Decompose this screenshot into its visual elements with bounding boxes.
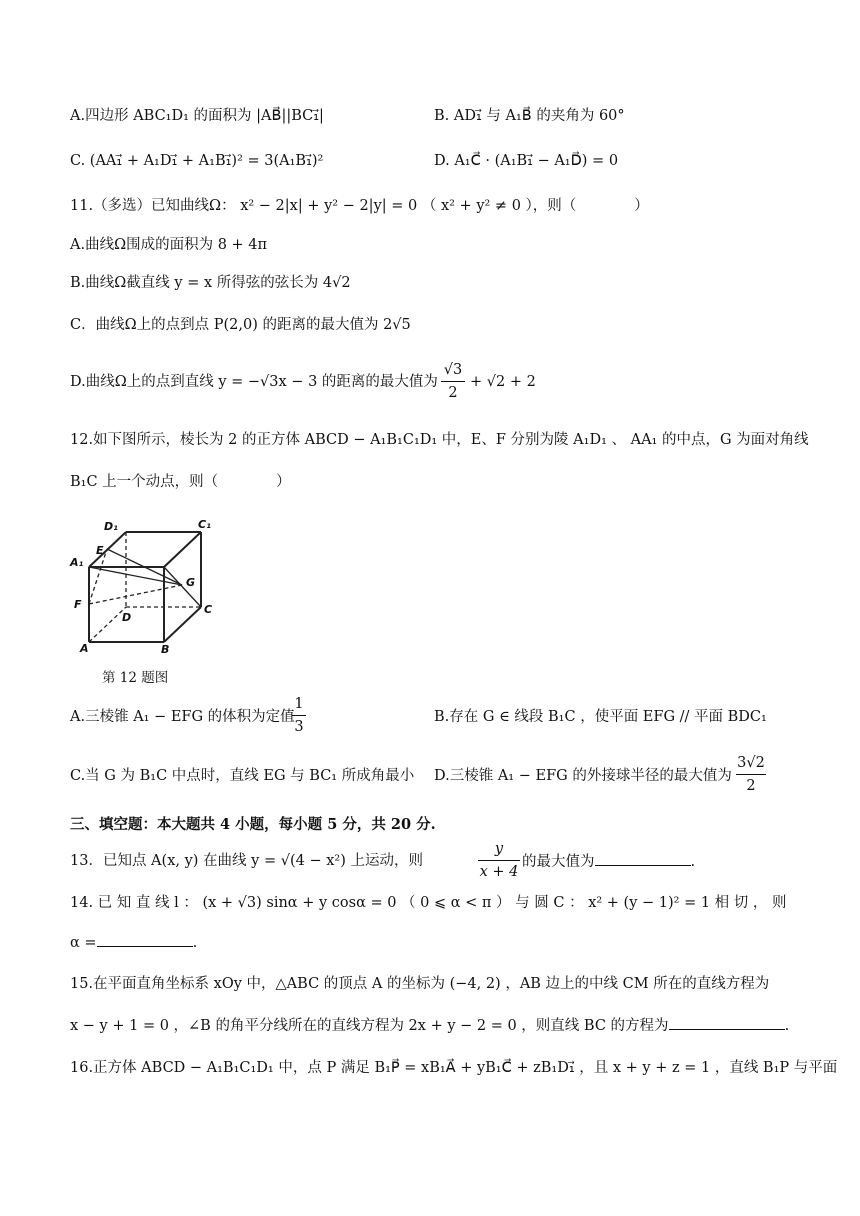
label-e: E xyxy=(96,544,104,557)
q11-option-d xyxy=(70,372,438,392)
label-f: F xyxy=(74,598,82,611)
q10-option-a: A.四边形 ABC₁D₁ 的面积为 |AB⃗||BC₁⃗| xyxy=(70,108,324,124)
q14-stem-line1: 14. 已 知 直 线 l ： (x + √3) sinα + y cosα = 0 （ 0 ⩽ α < π ） 与 圆 C ： x² + (y − 1)² = 1 相 切 ， 则 xyxy=(70,895,787,911)
q12-stem-line2: B₁C 上一个动点，则（ ） xyxy=(70,474,291,490)
q14-answer-blank[interactable] xyxy=(97,932,193,947)
q16-stem: 16.正方体 ABCD − A₁B₁C₁D₁ 中，点 P 满足 B₁P⃗ = xB₁A⃗ + yB₁C⃗ + zB₁D₁⃗ ，且 x + y + z = 1 ，直线 B₁P 与平面 xyxy=(70,1060,838,1076)
q11d-fraction-bar xyxy=(441,381,465,382)
q13-fraction-num: y xyxy=(494,841,504,857)
label-g: G xyxy=(186,576,196,589)
q11-stem: 11.（多选）已知曲线Ω： x² − 2|x| + y² − 2|y| = 0 （ x² + y² ≠ 0 ），则（ ） xyxy=(70,198,649,214)
q14-alpha: α = xyxy=(70,935,97,951)
q11-option-b: B.曲线Ω截直线 y = x 所得弦的弦长为 4√2 xyxy=(70,275,351,291)
q10-option-c: C. (AA₁⃗ + A₁D₁⃗ + A₁B₁⃗)² = 3(A₁B₁⃗)² xyxy=(70,153,324,169)
q12-option-a: A.三棱锥 A₁ − EFG 的体积为定值 xyxy=(70,709,295,725)
q13-answer-blank[interactable] xyxy=(595,851,691,866)
label-d: D xyxy=(122,611,132,624)
label-a1: A₁ xyxy=(70,556,84,569)
q12d-fraction-den: 2 xyxy=(746,778,756,794)
q12a-fraction-bar xyxy=(292,715,306,716)
q11d-text: D.曲线Ω上的点到直线 y = −√3x − 3 的距离的最大值为 xyxy=(70,374,438,390)
section-3-heading: 三、填空题：本大题共 4 小题，每小题 5 分，共 20 分. xyxy=(70,816,436,833)
q13-stem-post: 的最大值为 . xyxy=(522,851,695,872)
q10-option-b: B. AD₁⃗ 与 A₁B⃗ 的夹角为 60° xyxy=(434,108,625,124)
q12-option-b: B.存在 G ∈ 线段 B₁C ，使平面 EFG // 平面 BDC₁ xyxy=(434,709,767,725)
q12a-fraction-num: 1 xyxy=(294,696,304,712)
label-c1: C₁ xyxy=(198,518,211,531)
q11-option-a: A.曲线Ω围成的面积为 8 + 4π xyxy=(70,237,268,253)
label-d1: D₁ xyxy=(104,520,118,533)
q12a-fraction-den: 3 xyxy=(294,719,304,735)
q11d-fraction-den: 2 xyxy=(448,385,458,401)
q13-fraction-den: x + 4 xyxy=(479,864,519,880)
q12-option-d: D.三棱锥 A₁ − EFG 的外接球半径的最大值为 xyxy=(434,768,732,784)
q13-fraction-bar xyxy=(478,860,520,861)
q12d-fraction-bar xyxy=(736,774,766,775)
q11d-fraction-num: √3 xyxy=(443,362,463,378)
q13-post-text: 的最大值为 xyxy=(522,854,595,870)
q15-stem-line2: x − y + 1 = 0 ，∠B 的角平分线所在的直线方程为 2x + y − 2 = 0 ，则直线 BC 的方程为 . xyxy=(70,1015,789,1036)
q15-answer-blank[interactable] xyxy=(669,1015,785,1030)
cube-figure xyxy=(64,512,224,657)
q11-option-c: C．曲线Ω上的点到点 P(2,0) 的距离的最大值为 2√5 xyxy=(70,317,411,333)
q10-option-d: D. A₁C⃗ · (A₁B₁⃗ − A₁D⃗) = 0 xyxy=(434,153,619,169)
label-a: A xyxy=(80,642,89,655)
label-b: B xyxy=(161,643,170,656)
q14-stem-line2: α = . xyxy=(70,932,197,953)
label-c: C xyxy=(204,603,213,616)
q11d-text-post: + √2 + 2 xyxy=(470,374,536,390)
q15-stem-line1: 15.在平面直角坐标系 xOy 中，△ABC 的顶点 A 的坐标为 (−4, 2) ，AB 边上的中线 CM 所在的直线方程为 xyxy=(70,976,770,992)
q12d-fraction-num: 3√2 xyxy=(737,755,765,771)
q12-stem-line1: 12.如下图所示，棱长为 2 的正方体 ABCD − A₁B₁C₁D₁ 中，E、F 分别为陵 A₁D₁ 、 AA₁ 的中点，G 为面对角线 xyxy=(70,432,809,448)
q15-text: x − y + 1 = 0 ，∠B 的角平分线所在的直线方程为 2x + y − 2 = 0 ，则直线 BC 的方程为 xyxy=(70,1018,669,1034)
figure-caption: 第 12 题图 xyxy=(102,670,169,686)
q13-stem: 13．已知点 A(x, y) 在曲线 y = √(4 − x²) 上运动，则 xyxy=(70,853,423,869)
q12-option-c: C.当 G 为 B₁C 中点时，直线 EG 与 BC₁ 所成角最小 xyxy=(70,768,415,784)
